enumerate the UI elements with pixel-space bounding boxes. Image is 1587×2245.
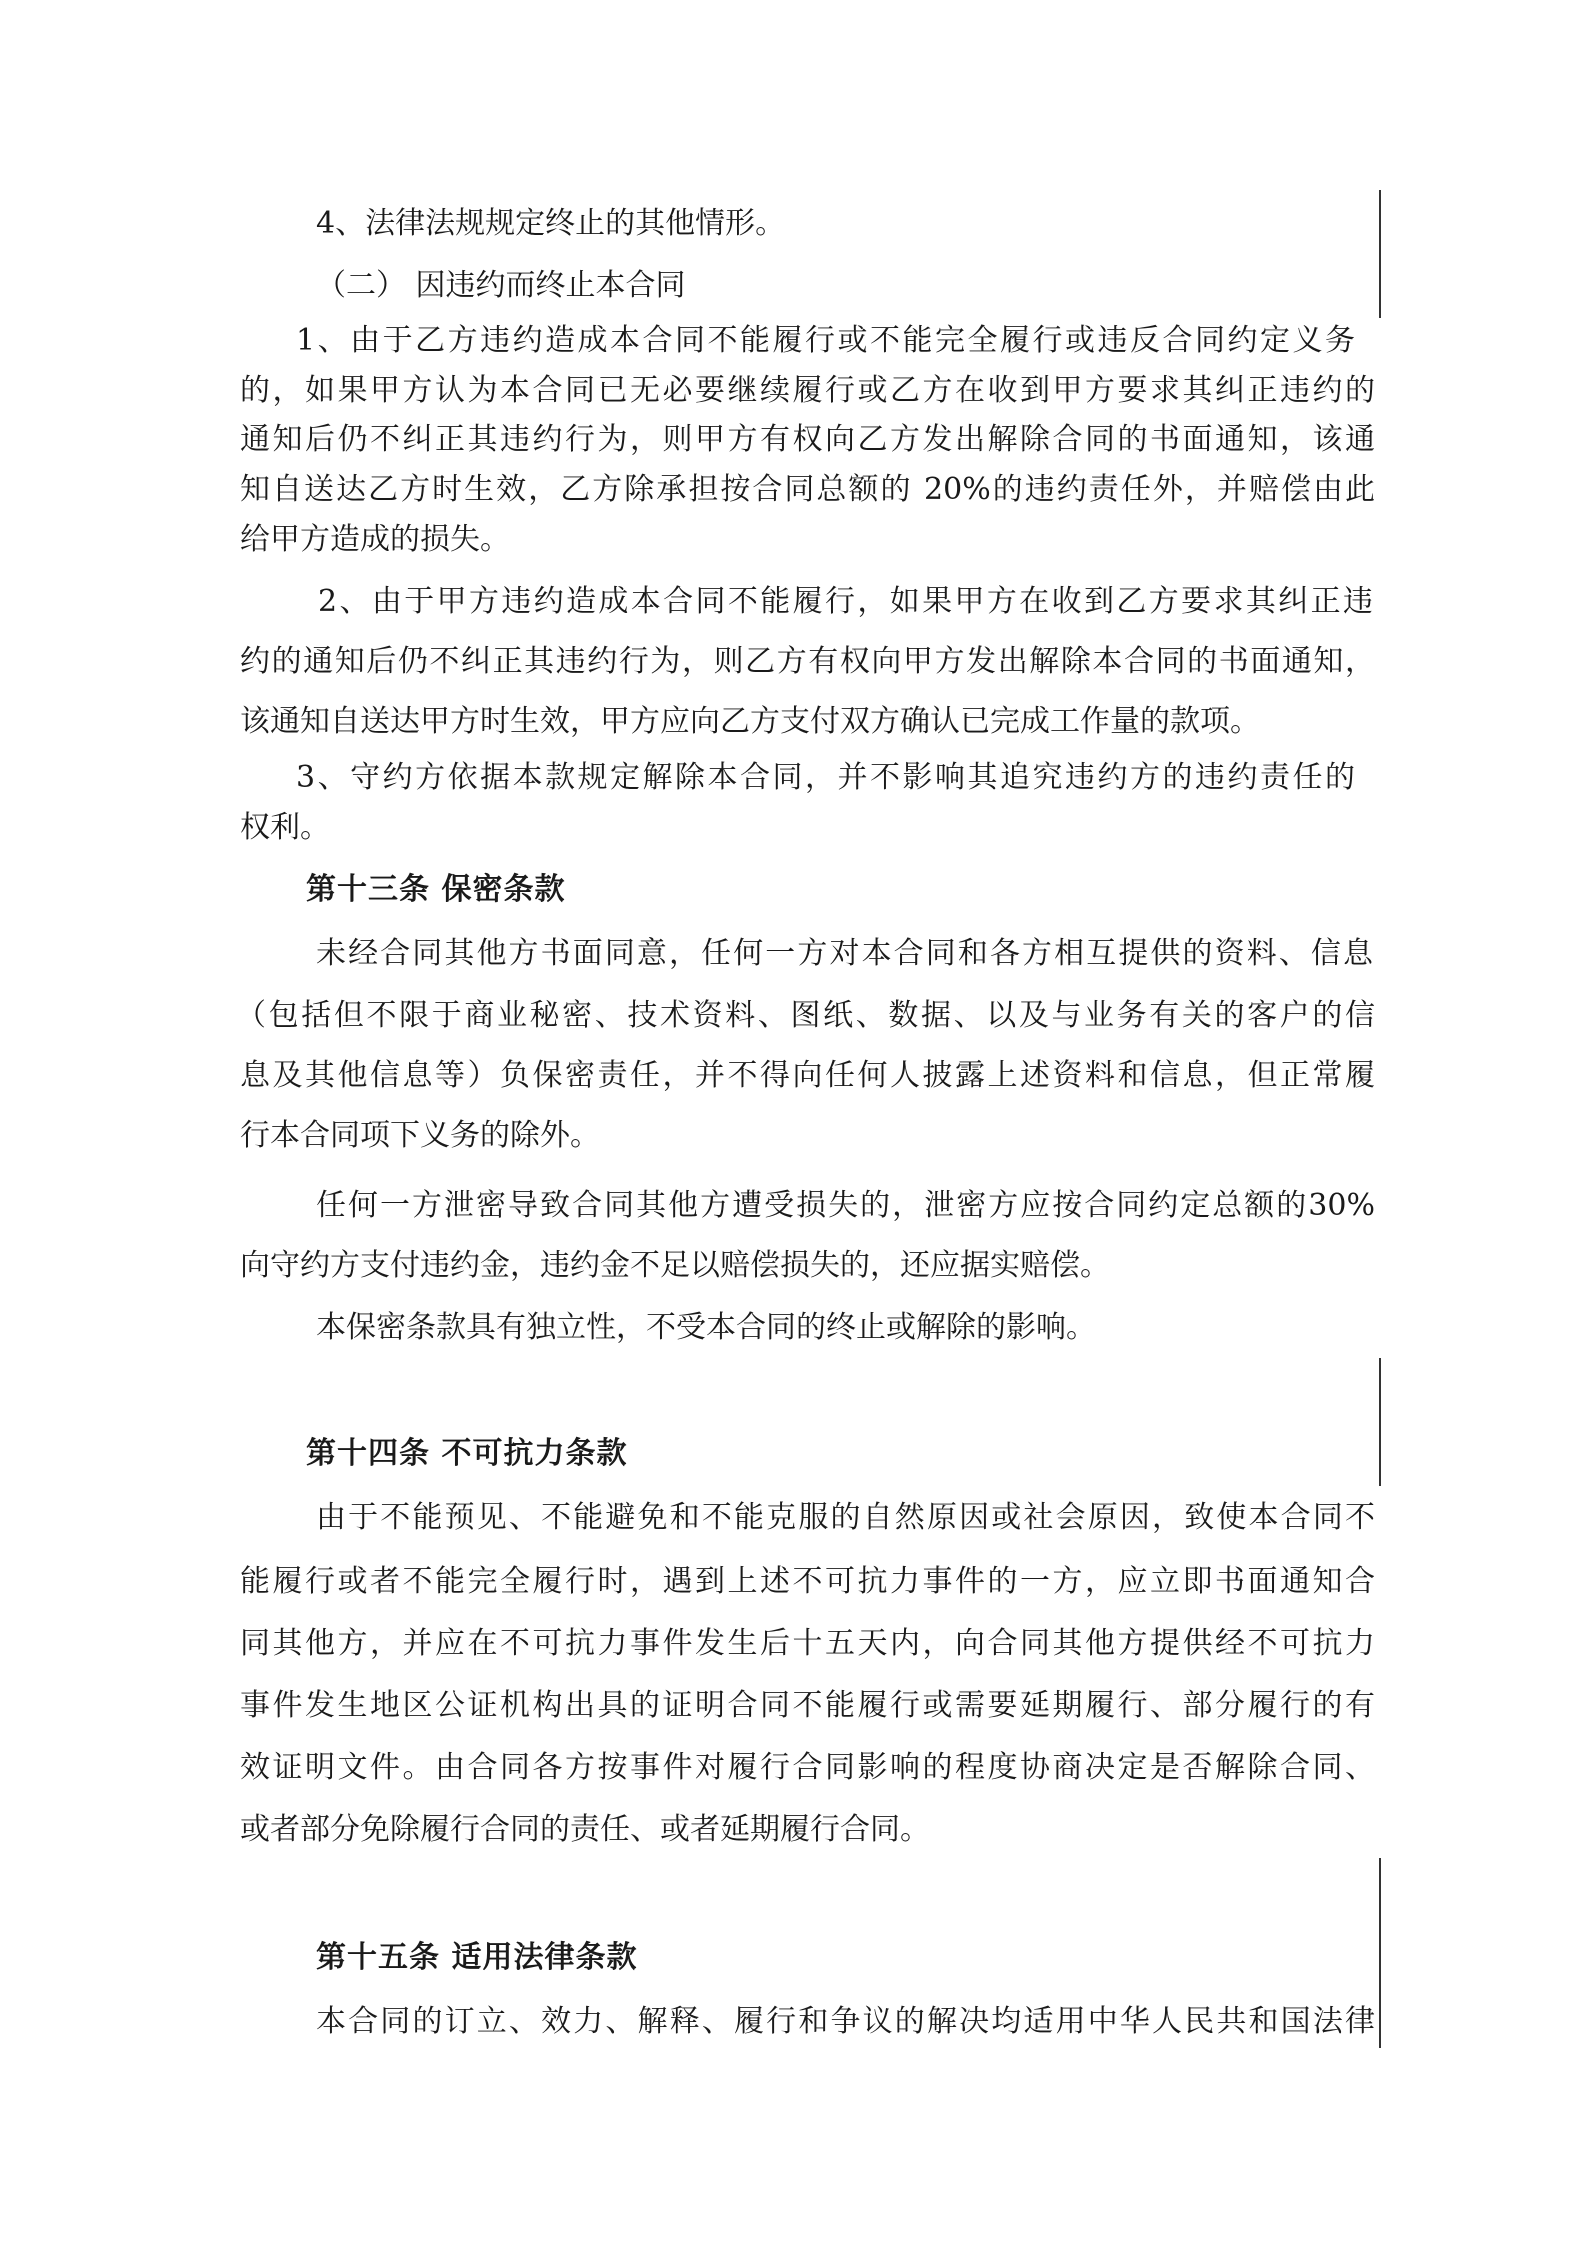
paragraph-line: 3、守约方依据本款规定解除本合同，并不影响其追究违约方的违约责任的 <box>296 760 1355 795</box>
paragraph-line: 事件发生地区公证机构出具的证明合同不能履行或需要延期履行、部分履行的有 <box>240 1688 1375 1723</box>
paragraph-line: （包括但不限于商业秘密、技术资料、图纸、数据、以及与业务有关的客户的信 <box>236 998 1375 1033</box>
paragraph-line: 能履行或者不能完全履行时，遇到上述不可抗力事件的一方，应立即书面通知合 <box>240 1564 1375 1599</box>
subsection-heading: （二） 因违约而终止本合同 <box>316 268 686 303</box>
paragraph-line: 约的通知后仍不纠正其违约行为，则乙方有权向甲方发出解除本合同的书面通知， <box>240 644 1375 679</box>
paragraph-line: 未经合同其他方书面同意，任何一方对本合同和各方相互提供的资料、信息 <box>316 936 1373 971</box>
paragraph-line: 息及其他信息等）负保密责任，并不得向任何人披露上述资料和信息，但正常履 <box>240 1058 1375 1093</box>
paragraph-line: 同其他方，并应在不可抗力事件发生后十五天内，向合同其他方提供经不可抗力 <box>240 1626 1375 1661</box>
paragraph-line: 由于不能预见、不能避免和不能克服的自然原因或社会原因，致使本合同不 <box>316 1500 1375 1535</box>
paragraph-line: 1、由于乙方违约造成本合同不能履行或不能完全履行或违反合同约定义务 <box>296 323 1355 358</box>
paragraph-line: 效证明文件。由合同各方按事件对履行合同影响的程度协商决定是否解除合同、 <box>240 1750 1375 1785</box>
paragraph-line: 任何一方泄密导致合同其他方遭受损失的，泄密方应按合同约定总额的30% <box>316 1188 1375 1223</box>
paragraph-line: 通知后仍不纠正其违约行为，则甲方有权向乙方发出解除合同的书面通知，该通 <box>240 422 1375 457</box>
margin-rule <box>1379 190 1381 318</box>
article-13-heading: 第十三条 保密条款 <box>306 872 566 907</box>
paragraph-line: 该通知自送达甲方时生效，甲方应向乙方支付双方确认已完成工作量的款项。 <box>240 704 1260 739</box>
paragraph-line: 2、由于甲方违约造成本合同不能履行，如果甲方在收到乙方要求其纠正违 <box>318 584 1373 619</box>
paragraph-line: 的，如果甲方认为本合同已无必要继续履行或乙方在收到甲方要求其纠正违约的 <box>240 373 1375 408</box>
paragraph-line: 本保密条款具有独立性，不受本合同的终止或解除的影响。 <box>316 1310 1096 1345</box>
paragraph-line: 权利。 <box>240 810 330 845</box>
paragraph-line: 给甲方造成的损失。 <box>240 522 510 557</box>
paragraph-line: 或者部分免除履行合同的责任、或者延期履行合同。 <box>240 1812 930 1847</box>
margin-rule <box>1379 1858 1381 2048</box>
paragraph-line: 向守约方支付违约金，违约金不足以赔偿损失的，还应据实赔偿。 <box>240 1248 1110 1283</box>
article-15-heading: 第十五条 适用法律条款 <box>316 1940 638 1975</box>
article-14-heading: 第十四条 不可抗力条款 <box>306 1436 628 1471</box>
paragraph-line: 知自送达乙方时生效，乙方除承担按合同总额的 20%的违约责任外，并赔偿由此 <box>240 472 1375 507</box>
paragraph-line: 行本合同项下义务的除外。 <box>240 1118 600 1153</box>
paragraph-line: 本合同的订立、效力、解释、履行和争议的解决均适用中华人民共和国法律 <box>316 2004 1375 2039</box>
paragraph-line: 4、法律法规规定终止的其他情形。 <box>316 206 786 241</box>
margin-rule <box>1379 1358 1381 1486</box>
